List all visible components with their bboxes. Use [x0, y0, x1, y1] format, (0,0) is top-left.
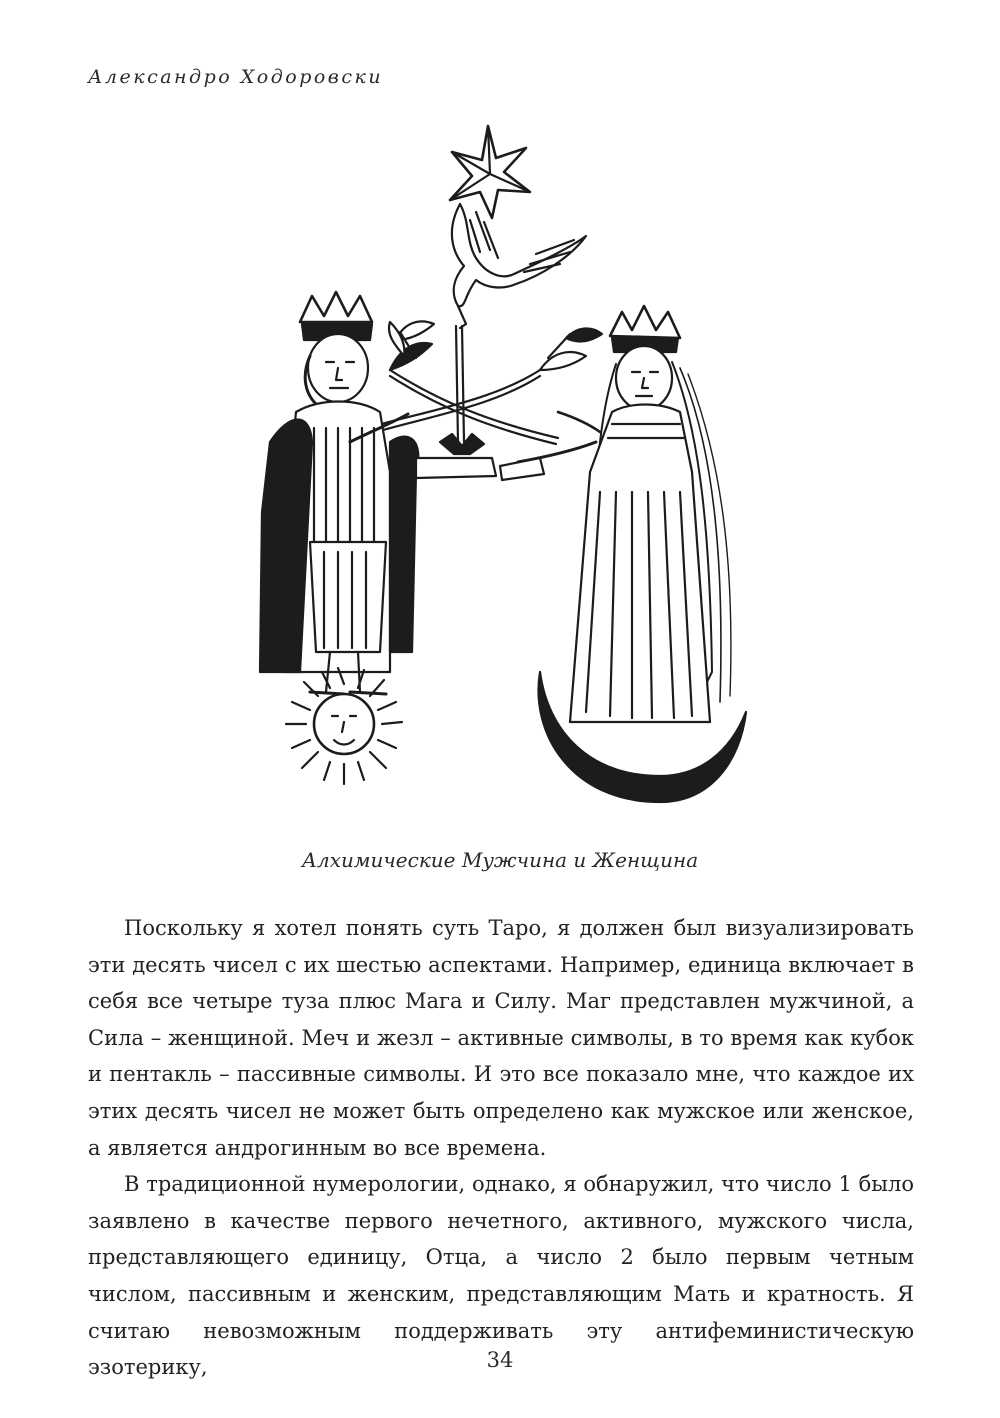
running-head: Александро Ходоровски	[88, 66, 384, 88]
paragraph: Поскольку я хотел понять суть Таро, я должен был визуализировать эти десять чисел с их шестью аспектами. Например, единица включает в себя все четыре туза плюс Мага и Силу. Маг представлен мужчиной, а Сила – женщиной. Меч и жезл – активные символы, в то время как кубок и пентакль – пассивные символы. И это все показало мне, что каждое их этих десять чисел не может быть определено как мужское или женское, а является андрогинным во все времена.	[88, 916, 914, 1160]
figure-caption: Алхимические Мужчина и Женщина	[301, 848, 699, 872]
body-text	[88, 910, 914, 1386]
star-icon	[450, 126, 530, 218]
flowering-branches	[360, 321, 602, 454]
alchemical-woodcut-illustration	[240, 112, 760, 832]
king-figure	[260, 292, 496, 694]
sun-icon	[286, 668, 402, 784]
queen-figure	[500, 306, 731, 722]
page-number: 34	[486, 1348, 514, 1372]
paragraph: В традиционной нумерологии, однако, я обнаружил, что число 1 было заявлено в качестве первого нечетного, активного, мужского числа, представляющего единицу, Отца, а число 2 было первым четным числом, пассивным и женским, представляющим Мать и кратность. Я считаю невозможным поддерживать эту антифеминистическую эзотерику,	[88, 1172, 914, 1380]
dove-icon	[452, 204, 586, 328]
